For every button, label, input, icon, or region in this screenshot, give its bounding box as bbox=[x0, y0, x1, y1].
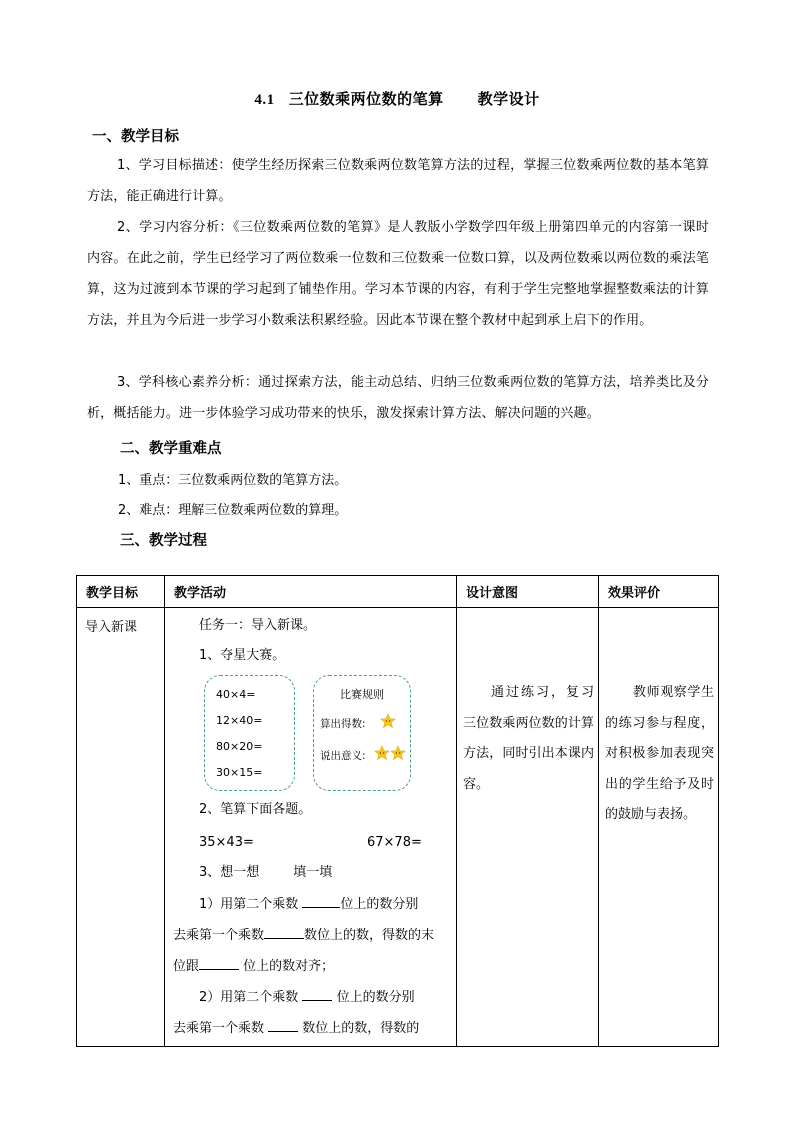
evaluation-text: 教师观察学生的练习参与程度，对积极参加表现突出的学生给予及时的鼓励与表扬。 bbox=[605, 685, 714, 822]
step-think bbox=[199, 858, 332, 887]
fill-question-1-cont bbox=[173, 921, 434, 950]
task-one: 任务一：导入新课。 bbox=[199, 618, 317, 633]
question-text: 位跟 bbox=[173, 959, 200, 974]
question-text: 位上的数分别 bbox=[340, 897, 419, 912]
step-written-calc: 2、笔算下面各题。 bbox=[199, 802, 312, 817]
fill-blank[interactable] bbox=[302, 907, 340, 908]
header-activity: 教学活动 bbox=[165, 576, 457, 608]
evaluation-cell bbox=[599, 608, 719, 1047]
fill-blank[interactable] bbox=[199, 969, 239, 970]
goal-text: 导入新课 bbox=[85, 620, 138, 635]
fill-question-1 bbox=[199, 890, 418, 919]
table-row bbox=[77, 608, 719, 1047]
keypoint-difficulty: 2、难点：理解三位数乘两位数的算理。 bbox=[118, 503, 348, 518]
quiz-equation: 30×15= bbox=[216, 766, 263, 779]
intent-cell bbox=[457, 608, 599, 1047]
header-evaluation: 效果评价 bbox=[599, 576, 719, 608]
literacy-analysis: 3、学科核心素养分析：通过探索方法，能主动总结、归纳三位数乘两位数的笔算方法，培养类比及分析，概括能力。进一步体验学习成功带来的快乐，激发探索计算方法、解决问题的兴趣。 bbox=[87, 375, 709, 421]
header-goal: 教学目标 bbox=[77, 576, 165, 608]
fill-question-2 bbox=[199, 983, 415, 1012]
section-heading-goals: 一、教学目标 bbox=[92, 129, 179, 145]
fill-label: 填一填 bbox=[293, 865, 333, 880]
page-title bbox=[0, 88, 794, 109]
lesson-title: 三位数乘两位数的笔算 bbox=[288, 90, 444, 108]
star-icon bbox=[374, 745, 390, 761]
quiz-equation: 80×20= bbox=[216, 740, 263, 753]
keypoint-focus: 1、重点：三位数乘两位数的笔算方法。 bbox=[118, 473, 348, 488]
table-header-row bbox=[77, 576, 719, 608]
rules-card bbox=[313, 675, 411, 791]
question-text: 位上的数对齐； bbox=[243, 959, 335, 974]
star-icon bbox=[380, 713, 396, 729]
section-heading-keypoints: 二、教学重难点 bbox=[120, 441, 222, 457]
process-table bbox=[76, 575, 719, 1047]
fill-blank[interactable] bbox=[264, 938, 304, 939]
question-text: 数位上的数，得数的末 bbox=[304, 928, 435, 943]
question-text: 位上的数分别 bbox=[336, 990, 415, 1005]
fill-question-1-end bbox=[173, 952, 334, 981]
rule-compute: 算出得数: bbox=[320, 718, 366, 730]
goal-cell bbox=[77, 608, 165, 1047]
header-intent: 设计意图 bbox=[457, 576, 599, 608]
question-text: 数位上的数，得数的 bbox=[302, 1021, 420, 1036]
star-icon bbox=[390, 745, 406, 761]
content-analysis: 2、学习内容分析：《三位数乘两位数的笔算》是人教版小学数学四年级上册第四单元的内容第一课时内容。在此之前，学生已经学习了两位数乘一位数和三位数乘一位数口算，以及两位数乘以两位数的乘法笔算，这为过渡到本节课的学习起到了铺垫作用。学习本节课的内容，有利于学生完整地掌握整数乘法的计算方法，并且为今后进一步学习小数乘法积累经验。因此本节课在整个教材中起到承上启下的作用。 bbox=[87, 220, 709, 328]
rule-explain: 说出意义: bbox=[320, 750, 366, 762]
rules-title: 比赛规则 bbox=[340, 688, 384, 701]
question-text: 2）用第二个乘数 bbox=[199, 990, 299, 1005]
lesson-subtitle: 教学设计 bbox=[477, 90, 540, 108]
quiz-equation: 12×40= bbox=[216, 714, 263, 727]
quiz-card bbox=[204, 675, 295, 791]
fill-question-2-cont bbox=[173, 1014, 419, 1043]
step-star-contest: 1、夺星大赛。 bbox=[199, 648, 286, 663]
lesson-number: 4.1 bbox=[254, 92, 275, 108]
question-text: 去乘第一个乘数 bbox=[173, 1021, 265, 1036]
think-label: 3、想一想 bbox=[199, 865, 260, 880]
fill-blank[interactable] bbox=[268, 1031, 298, 1032]
calc-problem: 35×43= bbox=[199, 835, 254, 850]
question-text: 去乘第一个乘数 bbox=[173, 928, 265, 943]
question-text: 1）用第二个乘数 bbox=[199, 897, 299, 912]
calc-problem: 67×78= bbox=[367, 835, 422, 850]
section-heading-process: 三、教学过程 bbox=[120, 533, 207, 549]
quiz-equation: 40×4= bbox=[216, 688, 256, 701]
goal-description: 1、学习目标描述：使学生经历探索三位数乘两位数笔算方法的过程，掌握三位数乘两位数的基本笔算方法，能正确进行计算。 bbox=[87, 158, 709, 204]
fill-blank[interactable] bbox=[302, 1000, 332, 1001]
design-intent-text: 通过练习，复习三位数乘两位数的计算方法，同时引出本课内容。 bbox=[463, 685, 594, 792]
activity-cell bbox=[165, 608, 457, 1047]
